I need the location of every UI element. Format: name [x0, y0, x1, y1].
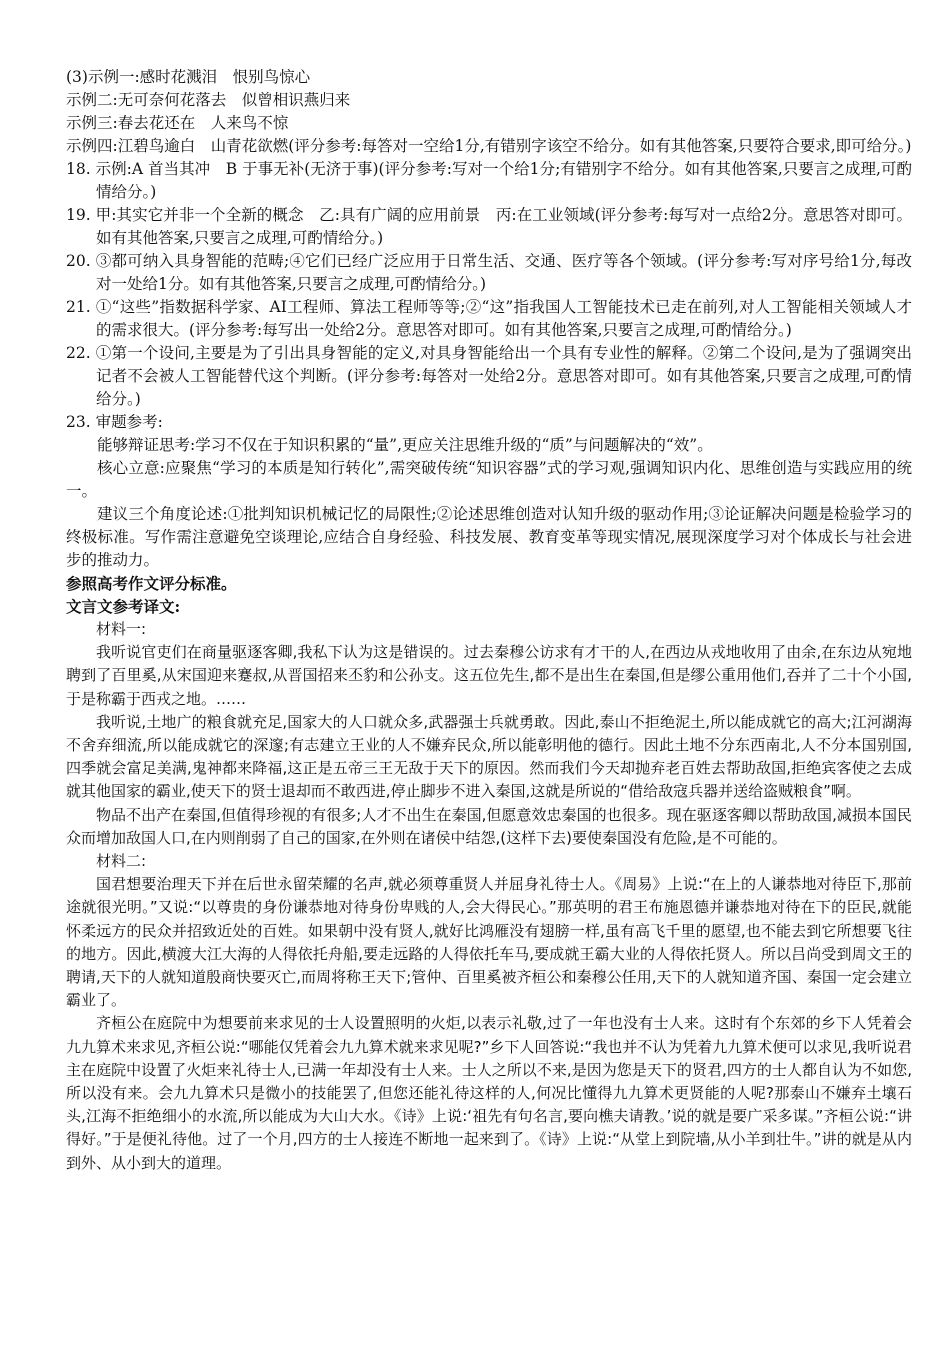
material-2-para-1: 国君想要治理天下并在后世永留荣耀的名声,就必须尊重贤人并屈身礼待士人。《周易》上说:“在上的人谦恭地对待臣下,那前途就很光明。”又说:“以尊贵的身份谦恭地对待身份卑贱的人,会大得民心。”那英明的君王布施恩德并谦恭地对待在下的臣民,就能怀柔远方的民众并招致近处的百姓。如果朝中没有贤人,就好比鸿雁没有翅膀一样,虽有高飞千里的愿望,也不能去到它所想要飞往的地方。因此,横渡大江大海的人得依托舟船,要走远路的人得依托车马,要成就王霸大业的人得依托贤人。所以吕尚受到周文王的聘请,天下的人就知道殷商快要灭亡,而周将称王天下;管仲、百里奚被齐桓公和秦穆公任用,天下的人就知道齐国、秦国一定会建立霸业了。	[66, 875, 912, 1010]
answer-20: 20. ③都可纳入具身智能的范畴;④它们已经广泛应用于日常生活、交通、医疗等各个领域。(评分参考:写对序号给1分,每改对一处给1分。如有其他答案,只要言之成理,可酌情给分。)	[66, 252, 912, 293]
material-2-para-2: 齐桓公在庭院中为想要前来求见的士人设置照明的火炬,以表示礼敬,过了一年也没有士人来。这时有个东郊的乡下人凭着会九九算术来求见,齐桓公说:“哪能仅凭着会九九算术就来求见呢?”乡下人回答说:“我也并不认为凭着九九算术便可以求见,我听说君主在庭院中设置了火炬来礼待士人,已满一年却没有士人来。士人之所以不来,是因为您是天下的贤君,四方的士人都自认为不如您,所以没有来。会九九算术只是微小的技能罢了,但您还能礼待这样的人,何况比懂得九九算术更贤能的人呢?那泰山不嫌弃土壤石头,江海不拒绝细小的水流,所以能成为大山大水。《诗》上说:‘祖先有句名言,要向樵夫请教。’说的就是要广采多谋。”齐桓公说:“讲得好。”于是便礼待他。过了一个月,四方的士人接连不断地一起来到了。《诗》上说:“从堂上到院墙,从小羊到壮牛。”讲的就是从内到外、从小到大的道理。	[66, 1014, 912, 1172]
answer-23-point-2: 核心立意:应聚焦“学习的本质是知行转化”,需突破传统“知识容器”式的学习观,强调知识内化、思维创造与实践应用的统一。	[66, 459, 912, 500]
material-1-para-2: 我听说,土地广的粮食就充足,国家大的人口就众多,武器强士兵就勇敢。因此,泰山不拒绝泥土,所以能成就它的高大;江河湖海不舍弃细流,所以能成就它的深邃;有志建立王业的人不嫌弃民众,所以能彰明他的德行。因此土地不分东西南北,人不分本国别国,四季就会富足美满,鬼神都来降福,这正是五帝三王无敌于天下的原因。然而我们今天却抛弃老百姓去帮助敌国,拒绝宾客使之去成就其他国家的霸业,使天下的贤士退却而不敢西进,停止脚步不进入秦国,这就是所说的“借给敌寇兵器并送给盗贼粮食”啊。	[66, 712, 912, 801]
q17-example-4: 示例四:江碧鸟逾白 山青花欲燃(评分参考:每答对一空给1分,有错别字该空不给分。如有其他答案,只要符合要求,即可给分。)	[66, 137, 912, 155]
material-1-para-3: 物品不出产在秦国,但值得珍视的有很多;人才不出生在秦国,但愿意效忠秦国的也很多。现在驱逐客卿以帮助敌国,减损本国民众而增加敌国人口,在内则削弱了自己的国家,在外则在诸侯中结怨,(这样下去)要使秦国没有危险,是不可能的。	[66, 805, 912, 847]
material-1-label: 材料一:	[96, 620, 147, 638]
answer-18: 18. 示例:A 首当其冲 B 于事无补(无济于事)(评分参考:写对一个给1分;有错别字不给分。如有其他答案,只要言之成理,可酌情给分。)	[66, 160, 912, 201]
q17-example-2: 示例二:无可奈何花落去 似曾相识燕归来	[66, 91, 351, 109]
answer-23-point-1: 能够辩证思考:学习不仅在于知识积累的“量”,更应关注思维升级的“质”与问题解决的“效”。	[97, 436, 713, 454]
q17-example-1: (3)示例一:感时花溅泪 恨别鸟惊心	[66, 68, 311, 86]
answer-19: 19. 甲:其实它并非一个全新的概念 乙:具有广阔的应用前景 丙:在工业领域(评分参考:每写对一点给2分。意思答对即可。如有其他答案,只要言之成理,可酌情给分。)	[66, 206, 912, 247]
answer-23-point-3: 建议三个角度论述:①批判知识机械记忆的局限性;②论述思维创造对认知升级的驱动作用;③论证解决问题是检验学习的终极标准。写作需注意避免空谈理论,应结合自身经验、科技发展、教育变革等现实情况,展现深度学习对个体成长与社会进步的推动力。	[66, 505, 912, 569]
material-2-label: 材料二:	[96, 852, 147, 871]
essay-standard: 参照高考作文评分标准。	[66, 574, 237, 593]
material-1-para-1: 我听说官吏们在商量驱逐客卿,我私下认为这是错误的。过去秦穆公访求有才干的人,在西边从戎地收用了由余,在东边从宛地聘到了百里奚,从宋国迎来蹇叔,从晋国招来丕豹和公孙支。这五位先生,都不是出生在秦国,但是缪公重用他们,吞并了二十个小国,于是称霸于西戎之地。……	[66, 643, 912, 708]
translation-title: 文言文参考译文:	[66, 597, 181, 616]
answer-23-heading: 23. 审题参考:	[66, 413, 163, 431]
q17-example-3: 示例三:春去花还在 人来鸟不惊	[66, 114, 289, 132]
answer-21: 21. ①“这些”指数据科学家、AI工程师、算法工程师等等;②“这”指我国人工智能技术已走在前列,对人工智能相关领域人才的需求很大。(评分参考:每写出一处给2分。意思答对即可。如有其他答案,只要言之成理,可酌情给分。)	[66, 298, 912, 339]
answer-22: 22. ①第一个设问,主要是为了引出具身智能的定义,对具身智能给出一个具有专业性的解释。②第二个设问,是为了强调突出记者不会被人工智能替代这个判断。(评分参考:每答对一处给2分。意思答对即可。如有其他答案,只要言之成理,可酌情给分。)	[66, 344, 912, 408]
